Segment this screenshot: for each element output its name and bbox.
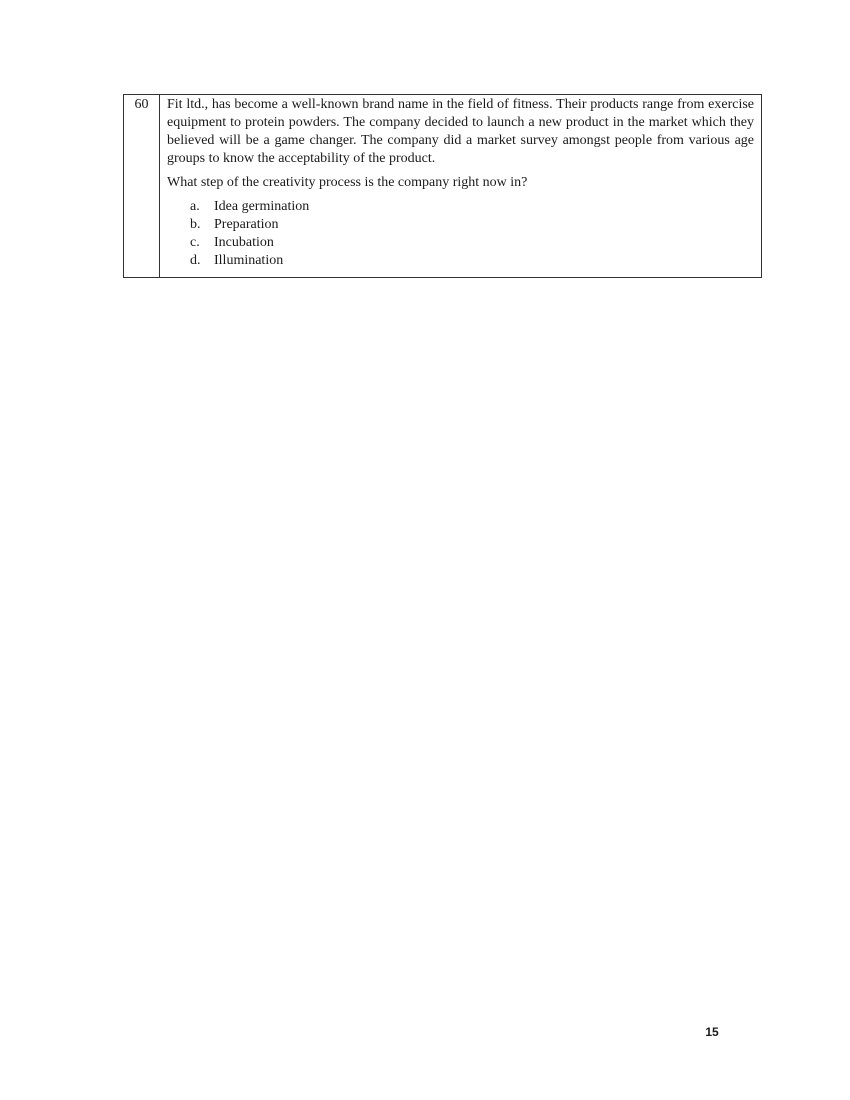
option-b [190, 216, 754, 234]
page-number: 15 [705, 1025, 719, 1039]
option-text: Illumination [214, 253, 284, 268]
option-text: Preparation [214, 217, 279, 232]
option-a [190, 198, 754, 216]
question-table [123, 94, 762, 278]
option-letter: c. [190, 235, 200, 250]
option-letter: d. [190, 253, 201, 268]
option-text: Incubation [214, 235, 274, 250]
option-letter: a. [190, 199, 200, 214]
option-d [190, 252, 754, 270]
option-text: Idea germination [214, 199, 310, 214]
question-body [160, 95, 762, 278]
question-number: 60 [124, 95, 160, 278]
question-stem: Fit ltd., has become a well-known brand name in the field of fitness. Their products range from exercise equipment to protein powders. The company decided to launch a new product in the market which they believed will be a game changer. The company did a market survey amongst people from various age groups to know the acceptability of the product. [167, 97, 754, 166]
question-row [124, 95, 762, 278]
answer-options [167, 198, 754, 270]
question-prompt: What step of the creativity process is the company right now in? [167, 175, 528, 190]
option-letter: b. [190, 217, 201, 232]
option-c [190, 234, 754, 252]
